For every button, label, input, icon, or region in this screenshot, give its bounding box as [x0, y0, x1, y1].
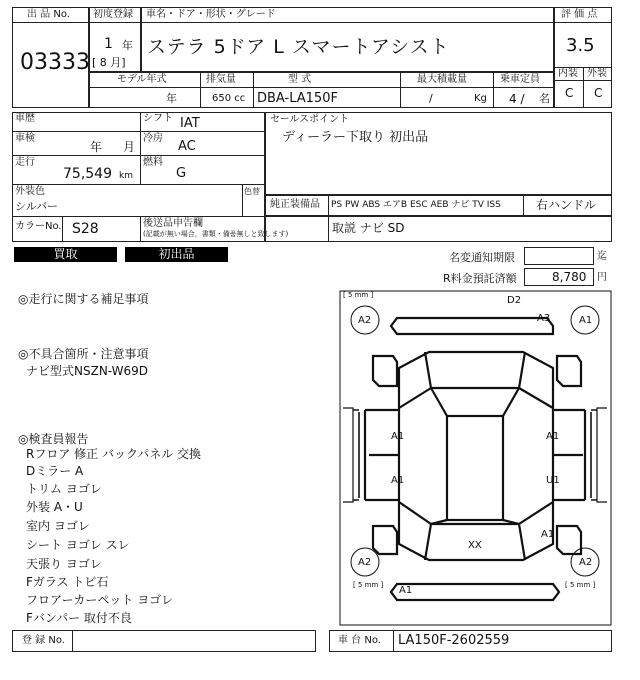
color-label: 外装色: [15, 186, 45, 197]
damage-diagram: [339, 290, 612, 626]
equipment-label: 純正装備品: [270, 199, 320, 210]
type-value: DBA-LA150F: [257, 91, 338, 106]
inspector-line: Fバンパー 取付不良: [26, 611, 132, 625]
inspector-line: Fガラス トビ石: [26, 575, 109, 589]
grade-value: 3.5: [566, 35, 595, 56]
grade-label: 評 価 点: [561, 9, 598, 20]
mileage-value: 75,549: [63, 166, 112, 182]
inspector-line: Dミラー A: [26, 464, 84, 478]
docs-label: 後送品申告欄: [143, 218, 203, 229]
shift-value: IAT: [180, 116, 200, 131]
driving-label: ◎走行に関する補足事項: [18, 292, 149, 306]
model-year-label: モデル年式: [117, 74, 167, 85]
displacement-label: 排気量: [206, 74, 236, 85]
mileage-label: 走行: [15, 157, 35, 168]
color-no-value: S28: [72, 221, 99, 237]
reg-month: [ 8 月]: [92, 56, 126, 69]
docs-value: 取説 ナビ SD: [332, 221, 405, 235]
fuel-value: G: [176, 166, 187, 181]
docs-note: (記載が無い場合，書類・備품無しと致します): [143, 230, 289, 238]
defects-text: ナビ型式NSZN-W69D: [26, 364, 149, 378]
recycle-unit: 円: [597, 272, 607, 283]
max-load-label: 最大積載量: [417, 74, 467, 85]
exterior-grade: C: [594, 86, 603, 100]
capacity-unit: 名: [539, 92, 550, 105]
docs-box: [265, 216, 612, 242]
car-outline: [339, 290, 612, 626]
inspection-month: 月: [123, 140, 136, 154]
rear-panel-mark: D2: [507, 295, 522, 306]
ac-label: 冷房: [143, 133, 163, 144]
inspector-line: 天張り ヨゴレ: [26, 557, 102, 571]
capacity-label: 乗車定員: [500, 74, 540, 85]
name-change-label: 名変通知期限: [449, 251, 515, 264]
rear-right-door-mark: A1: [546, 431, 560, 442]
sales-point-label: セールスポイント: [270, 114, 350, 125]
lot-number: 03333: [20, 50, 90, 75]
defects-label: ◎不具合箇所・注意事項: [18, 347, 149, 361]
recycle-label: R料金預託済額: [443, 272, 517, 285]
recycle-value: 8,780: [552, 270, 587, 284]
name-change-box: [524, 247, 594, 265]
max-load-unit: Kg: [474, 93, 487, 104]
interior-grade: C: [565, 86, 574, 100]
front-left-door-mark: A1: [391, 475, 405, 486]
model-year-unit: 年: [166, 92, 177, 105]
buy-tag: 買取: [14, 247, 117, 262]
history-label: 車歴: [15, 113, 35, 124]
inspector-line: Rフロア 修正 バックパネル 交換: [26, 447, 202, 461]
rear-left-door-mark: A1: [391, 431, 405, 442]
max-load-sep: /: [429, 92, 433, 105]
sales-point-value: ディーラー下取り 初出品: [282, 130, 429, 145]
capacity-value: 4 /: [509, 92, 525, 106]
reg-year-unit: 年: [122, 39, 133, 52]
rear-bumper-mark: A3: [537, 313, 551, 324]
tire-front-left: A2: [358, 557, 372, 568]
reg-year: 1: [104, 36, 113, 52]
chassis-no: LA150F-2602559: [398, 633, 510, 648]
recolor-label: 色替: [244, 187, 260, 196]
car-name: ステラ 5ドア L スマートアシスト: [147, 36, 450, 58]
inspector-line: 室内 ヨゴレ: [26, 519, 90, 533]
ac-value: AC: [178, 139, 196, 154]
first-reg-label: 初度登録: [93, 9, 133, 20]
inspection-label: 車検: [15, 133, 35, 144]
inspector-line: トリム ヨゴレ: [26, 482, 102, 496]
inspector-line: フロアーカーペット ヨゴレ: [26, 593, 174, 607]
name-change-unit: 迄: [597, 251, 607, 262]
front-right-door-mark: U1: [546, 475, 560, 486]
tire-rear-right: A1: [579, 315, 593, 326]
rear-tread: [ 5 mm ]: [343, 291, 374, 299]
chassis-label: 車 台 No.: [338, 635, 381, 646]
displacement: 650 cc: [212, 93, 246, 104]
car-name-label: 車名・ドア・形状・グレード: [146, 9, 276, 20]
inspector-line: シート ヨゴレ スレ: [26, 538, 130, 552]
color-value: シルバー: [15, 200, 58, 213]
front-tread-right: [ 5 mm ]: [565, 581, 596, 589]
fuel-label: 燃料: [143, 157, 163, 168]
lot-label: 出 品 No.: [27, 9, 70, 20]
type-label: 型 式: [288, 74, 312, 85]
bonnet-mark: XX: [468, 540, 482, 551]
interior-label: 内装: [558, 68, 578, 79]
reg-no-label: 登 録 No.: [22, 635, 65, 646]
front-right-fender-mark: A1: [541, 529, 555, 540]
inspector-line: 外装 A・U: [26, 500, 83, 514]
mileage-unit: km: [119, 171, 133, 181]
inspector-label: ◎検査員報告: [18, 432, 89, 446]
handle-value: 右ハンドル: [536, 198, 597, 212]
shift-label: シフト: [143, 113, 173, 124]
equipment-value: PS PW ABS エアB ESC AEB ナビ TV ISS: [331, 200, 501, 210]
color-no-label: カラーNo.: [15, 221, 62, 232]
tire-front-right: A2: [579, 557, 593, 568]
front-bumper-mark: A1: [399, 585, 413, 596]
exterior-label: 外装: [587, 68, 607, 79]
front-tread-left: [ 5 mm ]: [353, 581, 384, 589]
first-tag: 初出品: [125, 247, 228, 262]
inspection-year: 年: [90, 140, 103, 154]
tire-rear-left: A2: [358, 315, 372, 326]
